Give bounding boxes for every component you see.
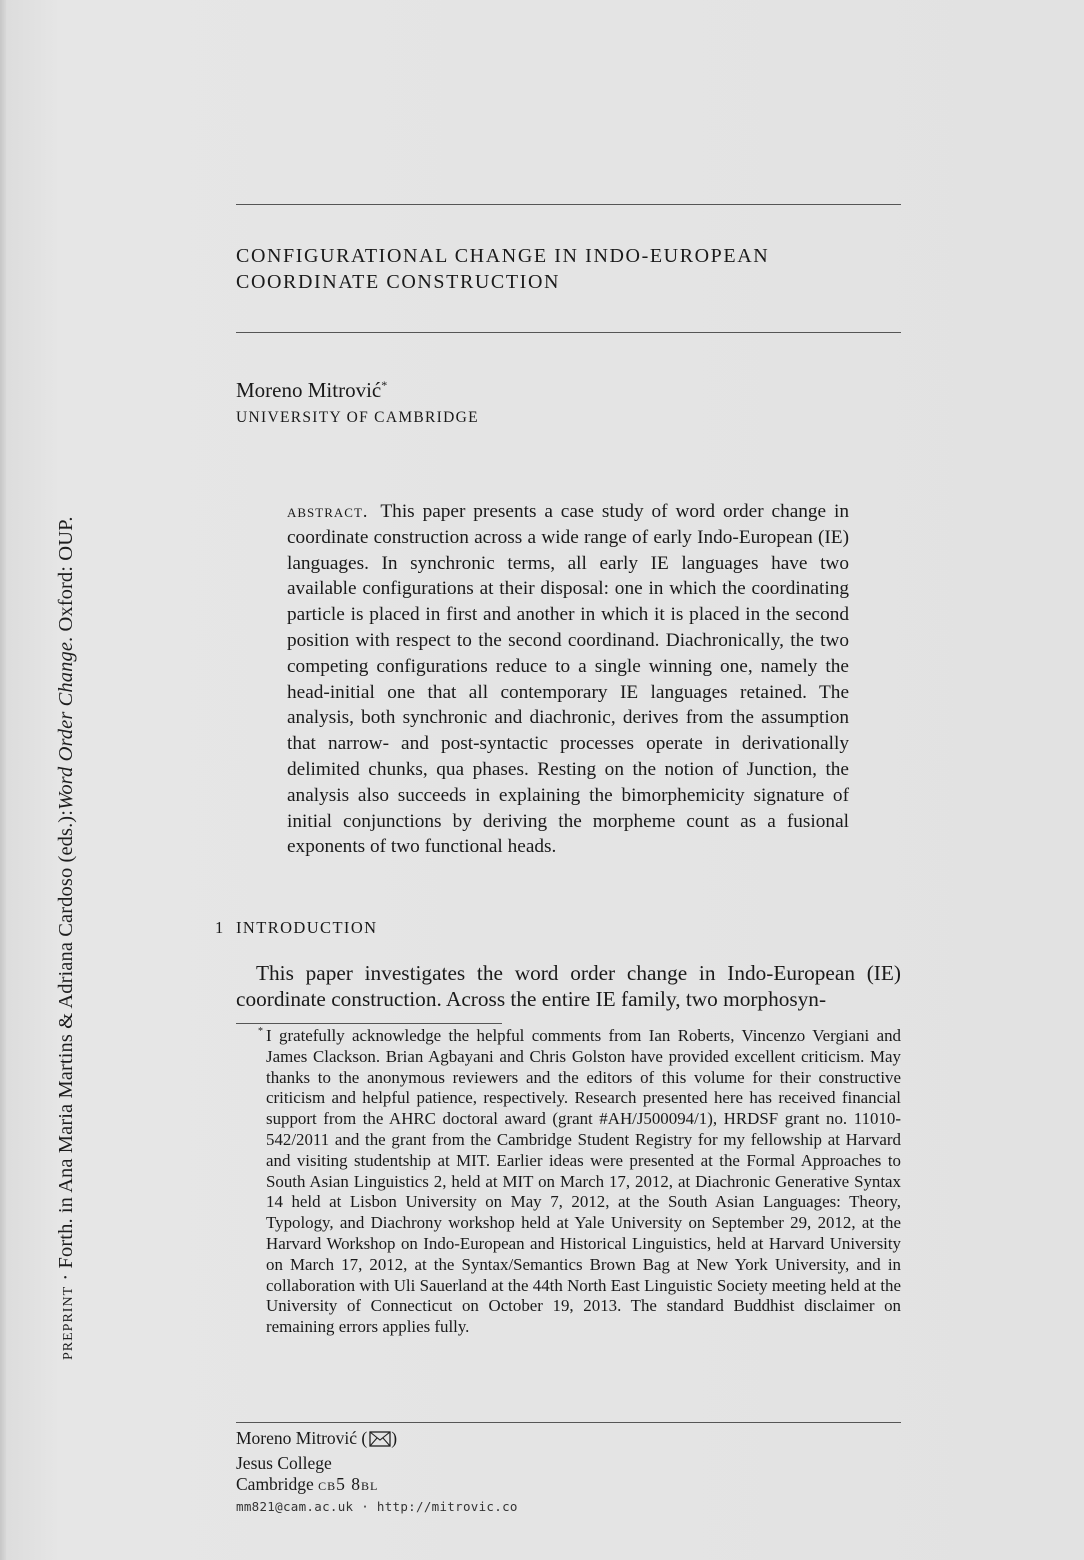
footnote-mark: * <box>258 1026 263 1037</box>
preprint-separator: · <box>55 1268 77 1286</box>
contact-separator: · <box>353 1498 377 1514</box>
paper-title-line-1: CONFIGURATIONAL CHANGE IN INDO-EUROPEAN <box>236 245 770 267</box>
title-bottom-rule <box>236 332 901 333</box>
section-title: INTRODUCTION <box>236 918 378 937</box>
author-address <box>236 1428 518 1517</box>
section-number: 1 <box>215 918 225 937</box>
preprint-label: preprint <box>55 1285 77 1360</box>
address-college: Jesus College <box>236 1452 332 1473</box>
title-top-rule <box>236 204 901 205</box>
footnote-rule <box>236 1023 502 1024</box>
envelope-icon[interactable] <box>369 1431 391 1453</box>
publisher-note: . Oxford: OUP. <box>55 516 77 642</box>
author-name <box>236 378 387 403</box>
paper-title-line-2: COORDINATE CONSTRUCTION <box>236 271 561 293</box>
address-city-line <box>236 1474 518 1496</box>
abstract <box>287 499 849 860</box>
address-name: Moreno Mitrović <box>236 1428 358 1448</box>
intro-paragraph: This paper investigates the word order change in Indo-European (IE) coordinate construction. Across the entire IE family, two morphosyn- <box>236 961 901 1011</box>
address-rule <box>236 1422 901 1423</box>
website-link[interactable]: http://mitrovic.co <box>376 1498 518 1514</box>
paper-title <box>236 243 901 295</box>
address-postcode: cb5 8bl <box>318 1474 379 1494</box>
address-city: Cambridge <box>236 1474 314 1494</box>
author-footnote-mark: * <box>381 378 388 392</box>
abstract-label: abstract. <box>287 501 369 521</box>
author-name-text: Moreno Mitrović <box>236 378 382 402</box>
section-heading <box>215 918 377 938</box>
email-link[interactable]: mm821@cam.ac.uk <box>236 1498 354 1514</box>
footnote-text: I gratefully acknowledge the helpful comments from Ian Roberts, Vincenzo Vergiani and James Clackson. Brian Agbayani and Chris Golston have provided excellent criticism. May thanks to the anonymous reviewers and the editors of this volume for their constructive criticism and helpful patience, respectively. Research presented here has received financial support from the AHRC doctoral award (grant #AH/J500094/1), HRDSF grant no. 11010-542/2011 and the grant from the Cambridge Student Registry for my fellowship at Harvard and visiting studentship at MIT. Earlier ideas were presented at the Formal Approaches to South Asian Linguistics 2, held at MIT on March 17, 2012, at Diachronic Generative Syntax 14 held at Lisbon University on May 7, 2012, at the South Asian Languages: Theory, Typology, and Diachrony workshop held at Yale University on September 29, 2012, at the Harvard Workshop on Indo-European and Historical Linguistics, held at Harvard University on March 17, 2012, at the Syntax/Semantics Brown Bag at New York University, and in collaboration with Uli Sauerland at the 44th North East Linguistic Society meeting held at the University of Connecticut on October 19, 2013. The standard Buddhist disclaimer on remaining errors applies fully. <box>266 1026 901 1337</box>
footnote <box>258 1026 901 1338</box>
address-contact <box>236 1497 518 1517</box>
preprint-side-label <box>55 516 78 1360</box>
abstract-text: This paper presents a case study of word order change in coordinate construction across a wide range of early Indo-European (IE) languages. In synchronic terms, all early IE languages have two available configurations at their disposal: one in which the coordinating particle is placed in first and another in which it is placed in the second position with respect to the second coordinand. Diachronically, the two competing configurations reduce to a single winning one, namely the head-initial one that all contemporary IE languages retained. The analysis, both synchronic and diachronic, derives from the assumption that narrow- and post-syntactic processes operate in derivationally delimited chunks, qua phases. Resting on the notion of Junction, the analysis also succeeds in explaining the bimorphemicity signature of initial conjunctions by deriving the morpheme count as a fusional exponents of two functional heads. <box>287 501 849 858</box>
book-title: Word Order Change <box>55 641 77 810</box>
address-name-line: Moreno Mitrović ( ) <box>236 1428 518 1453</box>
page-edge-shadow <box>0 0 6 1560</box>
publication-note: Forth. in Ana Maria Martins & Adriana Cardoso (eds.): <box>55 809 77 1269</box>
author-affiliation: UNIVERSITY OF CAMBRIDGE <box>236 409 479 426</box>
